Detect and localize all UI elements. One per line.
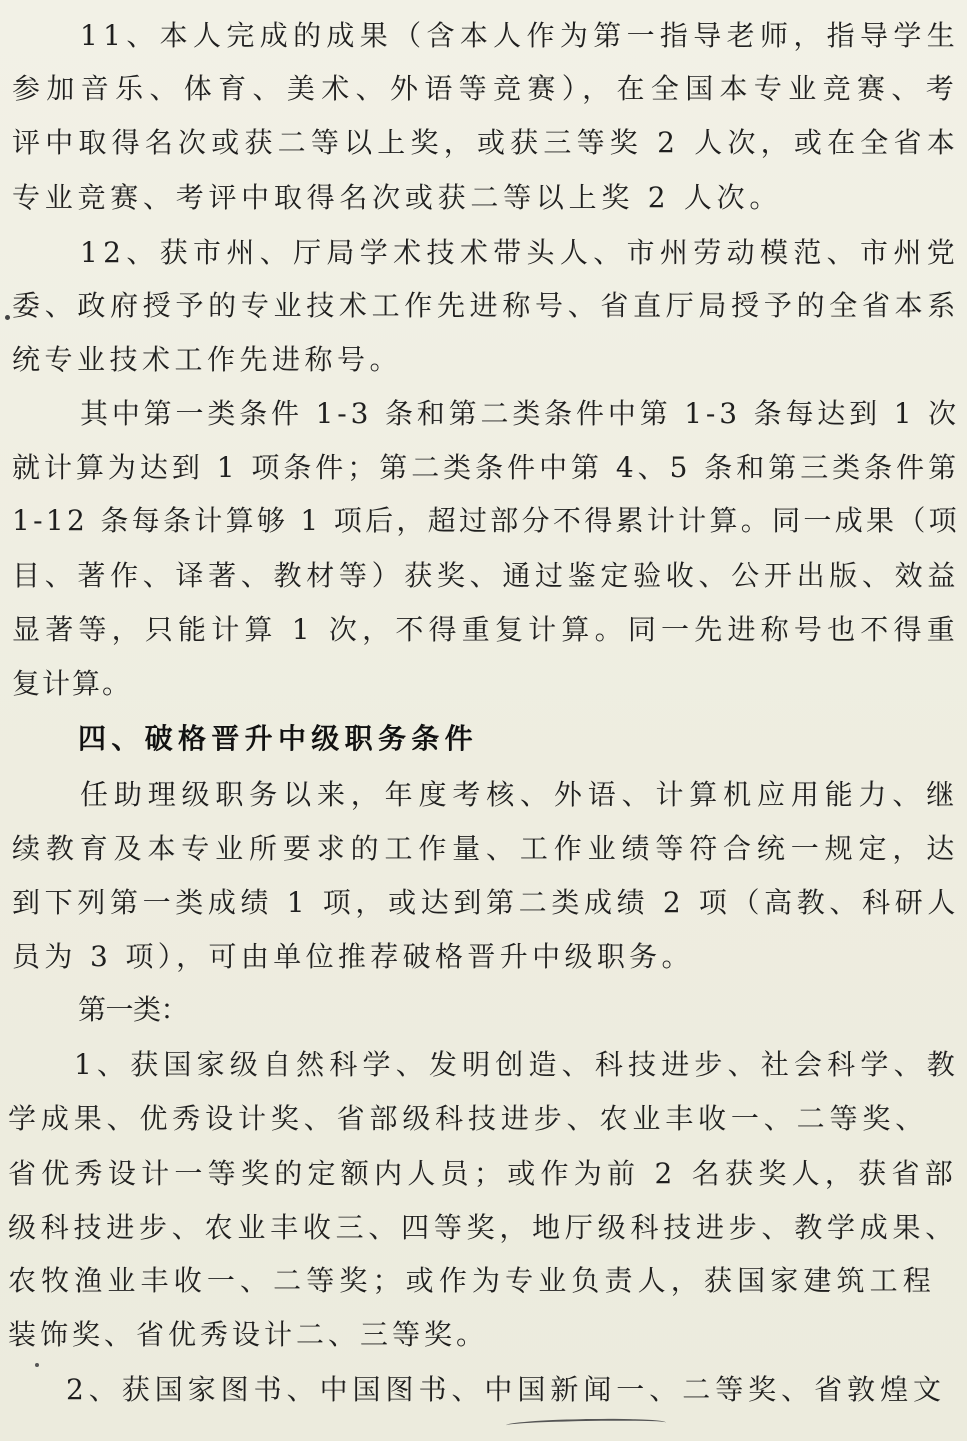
text-line <box>0 16 967 56</box>
text-line-content: 12、获市州、厅局学术技术带头人、市州劳动模范、市州党 <box>80 236 961 269</box>
section-heading <box>0 719 967 759</box>
text-line <box>0 1208 967 1248</box>
text-line-content: 到下列第一类成绩 1 项，或达到第二类成绩 2 项（高教、科研人 <box>12 886 961 919</box>
text-line-content: 评中取得名次或获二等以上奖，或获三等奖 2 人次，或在全省本 <box>12 126 960 159</box>
text-line <box>0 286 967 326</box>
text-line <box>0 1099 967 1139</box>
scan-mark <box>5 315 10 320</box>
text-line <box>0 1315 967 1355</box>
text-line-content: 省优秀设计一等奖的定额内人员；或作为前 2 名获奖人，获省部 <box>8 1157 959 1190</box>
text-line-content: 1、获国家级自然科学、发明创造、科技进步、社会科学、教 <box>74 1048 960 1081</box>
text-line-content: 参加音乐、体育、美术、外语等竞赛），在全国本专业竞赛、考 <box>12 72 961 105</box>
text-line-content: 就计算为达到 1 项条件；第二类条件中第 4、5 条和第三类条件第 <box>12 451 961 484</box>
text-line-content: 委、政府授予的专业技术工作先进称号、省直厅局授予的全省本系 <box>12 289 961 322</box>
text-line-content: 1-12 条每条计算够 1 项后，超过部分不得累计计算。同一成果（项 <box>12 504 960 537</box>
text-line-content: 级科技进步、农业丰收三、四等奖，地厅级科技进步、教学成果、 <box>8 1211 959 1244</box>
scan-speck <box>35 1363 39 1367</box>
text-line <box>0 556 967 596</box>
text-line-content: 其中第一类条件 1-3 条和第二类条件中第 1-3 条每达到 1 次 <box>80 397 960 430</box>
text-line-content: 11、本人完成的成果（含本人作为第一指导老师，指导学生 <box>80 19 961 52</box>
text-line-content: 装饰奖、省优秀设计二、三等奖。 <box>8 1318 489 1351</box>
text-line <box>0 1370 967 1410</box>
text-line <box>0 1261 967 1301</box>
text-line-content: 统专业技术工作先进称号。 <box>12 343 403 376</box>
text-line <box>0 775 967 815</box>
text-line <box>0 937 967 977</box>
text-line <box>0 990 967 1030</box>
text-line <box>0 501 967 541</box>
text-line <box>0 448 967 488</box>
text-line <box>0 1154 967 1194</box>
text-line <box>0 883 967 923</box>
text-line <box>0 178 967 218</box>
text-line-content: 显著等，只能计算 1 次，不得重复计算。同一先进称号也不得重 <box>12 613 960 646</box>
text-line-content: 专业竞赛、考评中取得名次或获二等以上奖 2 人次。 <box>12 181 783 214</box>
text-line-content: 员为 3 项），可由单位推荐破格晋升中级职务。 <box>12 940 694 973</box>
text-line <box>0 610 967 650</box>
text-line-content: 续教育及本专业所要求的工作量、工作业绩等符合统一规定，达 <box>12 832 961 865</box>
text-line <box>0 123 967 163</box>
text-line-content: 四、破格晋升中级职务条件 <box>78 722 478 755</box>
text-line-content: 复计算。 <box>12 667 133 700</box>
text-line <box>0 69 967 109</box>
text-line <box>0 394 967 434</box>
text-line-content: 任助理级职务以来，年度考核、外语、计算机应用能力、继 <box>80 778 961 811</box>
text-line-content: 2、获国家图书、中国图书、中国新闻一、二等奖、省敦煌文 <box>66 1373 947 1406</box>
text-line <box>0 664 967 704</box>
text-line <box>0 233 967 273</box>
text-line-content: 农牧渔业丰收一、二等奖；或作为专业负责人，获国家建筑工程 <box>8 1264 936 1297</box>
text-line <box>0 340 967 380</box>
text-line-content: 目、著作、译著、教材等）获奖、通过鉴定验收、公开出版、效益 <box>12 559 961 592</box>
text-line <box>0 829 967 869</box>
text-line-content: 第一类： <box>78 993 189 1026</box>
text-line <box>0 1045 967 1085</box>
text-line-content: 学成果、优秀设计奖、省部级科技进步、农业丰收一、二等奖、 <box>8 1102 929 1135</box>
